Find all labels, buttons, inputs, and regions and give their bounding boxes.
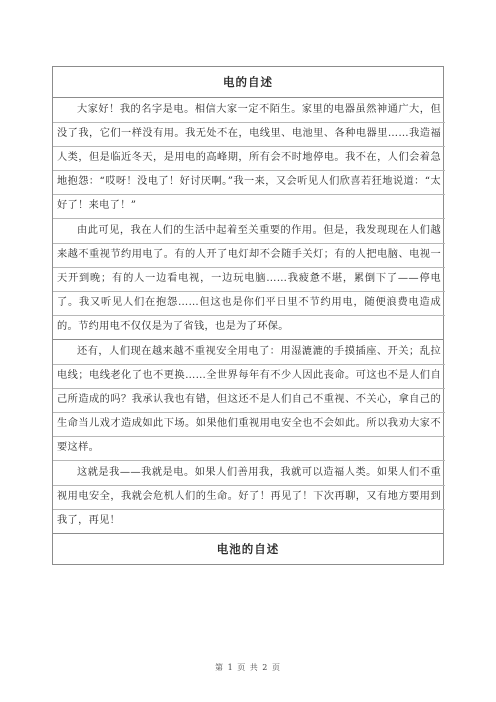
paragraph-cell <box>53 219 444 340</box>
paragraph: 大家好！我的名字是电。相信大家一定不陌生。家里的电器虽然神通广大，但没了我，它们一样没有用。我无处不在，电线里、电池里、各种电器里……我造福人类，但是临近冬天，是用电的高峰期，所有会不时地停电。我不在，人们会着急地抱怨：“哎呀！没电了！好讨厌啊。”我一来，又会听见人们欣喜若狂地说道：“太好了！来电了！” <box>57 104 441 211</box>
paragraph-cell <box>53 461 444 534</box>
paragraph-cell <box>53 98 444 219</box>
paragraph: 还有，人们现在越来越不重视安全用电了：用湿漉漉的手摸插座、开关；乱拉电线；电线老化了也不更换……全世界每年有不少人因此丧命。可这也不是人们自己所造成的吗？我承认我也有错，但这还不是人们自己不重视、不关心，拿自己的生命当儿戏才造成如此下场。如果他们重视用电安全也不会如此。所以我劝大家不要这样。 <box>57 346 441 453</box>
page-footer: 第 1 页 共 2 页 <box>215 663 281 672</box>
section-title: 电池的自述 <box>53 534 444 565</box>
paragraph: 这就是我——我就是电。如果人们善用我，我就可以造福人类。如果人们不重视用电安全，我就会危机人们的生命。好了！再见了！下次再聊，又有地方要用到我了，再见！ <box>57 467 441 526</box>
paragraph-cell <box>53 340 444 461</box>
paragraph: 由此可见，我在人们的生活中起着至关重要的作用。但是，我发现现在人们越来越不重视节约用电了。有的人开了电灯却不会随手关灯；有的人把电脑、电视一天开到晚；有的人一边看电视，一边玩电脑……我疲惫不堪，累倒下了——停电了。我又听见人们在抱怨……但这也是你们平日里不节约用电，随便浪费电造成的。节约用电不仅仅是为了省钱，也是为了环保。 <box>57 225 441 332</box>
document-table <box>52 66 444 565</box>
section-title: 电的自述 <box>53 67 444 98</box>
